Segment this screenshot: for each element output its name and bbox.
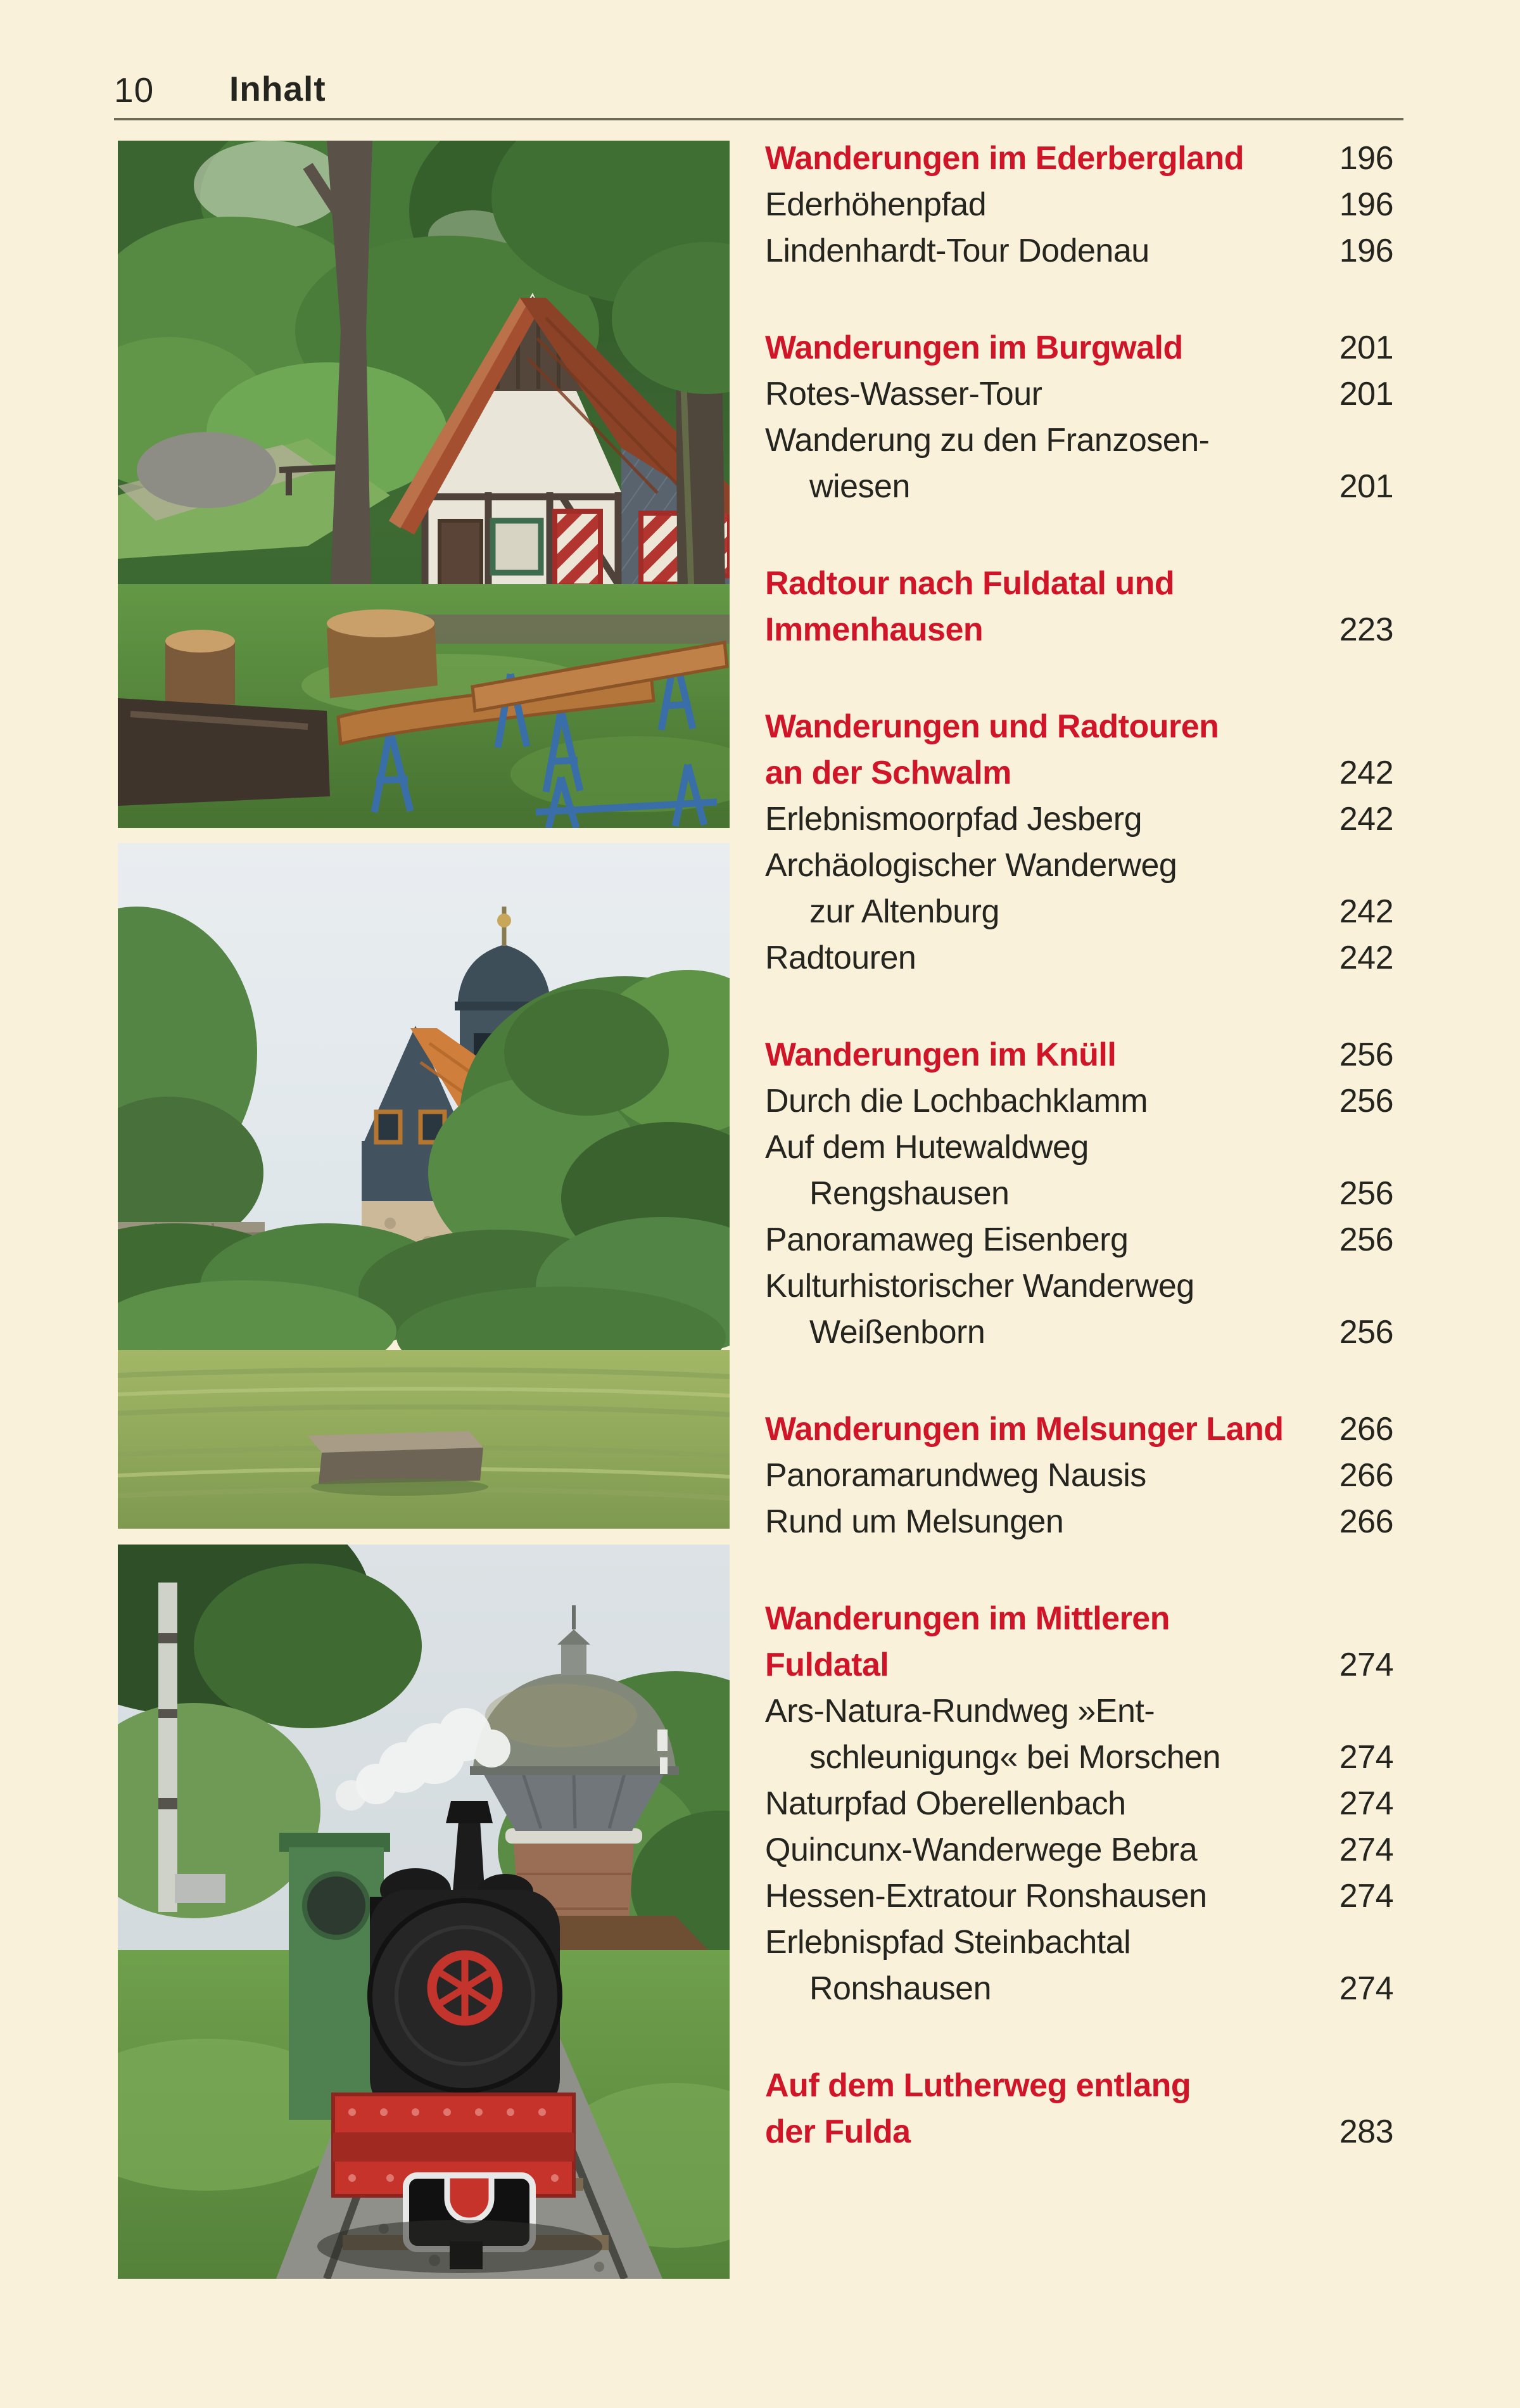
toc-page-number: 256 xyxy=(1339,1221,1393,1258)
toc-section-title-line xyxy=(765,1596,1393,1642)
toc-entry-line xyxy=(765,1309,1393,1356)
birch-trunk xyxy=(158,1583,177,1912)
toc-section-title-line xyxy=(765,2109,1393,2155)
toc-page-number: 256 xyxy=(1339,1036,1393,1073)
toc-entry-line xyxy=(765,889,1393,935)
toc-page-number: 266 xyxy=(1339,1411,1393,1448)
page-number: 10 xyxy=(114,70,155,110)
toc-section xyxy=(765,325,1393,510)
toc-section xyxy=(765,1596,1393,2012)
toc-entry-line xyxy=(765,1735,1393,1781)
toc-entry-line xyxy=(765,1217,1393,1263)
toc-entry-text: Panoramarundweg Nausis xyxy=(765,1457,1146,1494)
toc-entry-text: Hessen-Extratour Ronshausen xyxy=(765,1878,1207,1914)
toc-entry-line xyxy=(765,843,1393,889)
toc-entry-text: Kulturhistorischer Wanderweg xyxy=(765,1268,1194,1304)
toc-entry-text: Naturpfad Oberellenbach xyxy=(765,1785,1126,1822)
toc-page-number: 283 xyxy=(1339,2113,1393,2150)
toc-entry-line xyxy=(765,1920,1393,1966)
toc-page-number: 274 xyxy=(1339,1831,1393,1868)
page-title: Inhalt xyxy=(229,69,326,108)
toc-page-number: 223 xyxy=(1339,611,1393,648)
toc-entry-text: Radtouren xyxy=(765,940,916,976)
toc-entry-text: Wanderungen im Melsunger Land xyxy=(765,1411,1284,1448)
header-rule xyxy=(114,118,1403,120)
toc-page-number: 274 xyxy=(1339,1970,1393,2007)
toc-entry-line xyxy=(765,1263,1393,1309)
toc-section-title-line xyxy=(765,1406,1393,1453)
distant-building xyxy=(175,1874,225,1903)
toc-page-number: 274 xyxy=(1339,1878,1393,1914)
toc-page-number: 256 xyxy=(1339,1083,1393,1119)
toc-entry-text: der Fulda xyxy=(765,2113,911,2150)
toc-entry-text: Rengshausen xyxy=(809,1175,1010,1212)
toc-section xyxy=(765,1406,1393,1545)
toc-entry-text: Radtour nach Fuldatal und xyxy=(765,565,1175,602)
toc-entry-line xyxy=(765,417,1393,464)
rock-outcrop xyxy=(137,432,276,508)
toc-page-number: 196 xyxy=(1339,186,1393,223)
toc-page-number: 242 xyxy=(1339,893,1393,930)
toc-entry-text: Fuldatal xyxy=(765,1647,889,1683)
toc-section xyxy=(765,1032,1393,1356)
toc-page-number: 274 xyxy=(1339,1785,1393,1822)
porthole xyxy=(305,1874,368,1937)
toc-entry-line xyxy=(765,1124,1393,1171)
toc-page-number: 274 xyxy=(1339,1647,1393,1683)
toc-section-title-line xyxy=(765,1032,1393,1078)
toc-entry-text: Wanderungen im Burgwald xyxy=(765,329,1183,366)
toc-entry-line xyxy=(765,228,1393,274)
toc-entry-line xyxy=(765,371,1393,417)
toc-entry-text: Wanderungen im Knüll xyxy=(765,1036,1117,1073)
toc-entry-line xyxy=(765,1453,1393,1499)
toc-entry-text: Wanderungen und Radtouren xyxy=(765,708,1219,745)
toc-entry-text: Ronshausen xyxy=(809,1970,991,2007)
toc-section xyxy=(765,136,1393,274)
toc-page-number: 242 xyxy=(1339,801,1393,838)
toc-entry-line xyxy=(765,464,1393,510)
toc-entry-text: Wanderung zu den Franzosen- xyxy=(765,422,1210,459)
toc-entry-text: Auf dem Lutherweg entlang xyxy=(765,2067,1191,2104)
toc-section xyxy=(765,561,1393,653)
toc-section-title-line xyxy=(765,136,1393,182)
toc-section-title-line xyxy=(765,704,1393,750)
toc-entry-text: Lindenhardt-Tour Dodenau xyxy=(765,233,1150,269)
toc-entry-text: Wanderungen im Ederbergland xyxy=(765,140,1244,177)
toc-entry-text: Archäologischer Wanderweg xyxy=(765,847,1177,884)
notice-board xyxy=(493,521,541,573)
toc-entry-line xyxy=(765,1078,1393,1124)
toc-page-number: 266 xyxy=(1339,1457,1393,1494)
toc-section-title-line xyxy=(765,750,1393,796)
toc-entry-text: Rund um Melsungen xyxy=(765,1503,1064,1540)
toc-section-title-line xyxy=(765,325,1393,371)
striped-shutter-front xyxy=(555,511,600,586)
toc-entry-text: Ederhöhenpfad xyxy=(765,186,987,223)
toc-page-number: 201 xyxy=(1339,329,1393,366)
toc-entry-text: wiesen xyxy=(809,468,910,505)
toc-page-number: 274 xyxy=(1339,1739,1393,1776)
gold-finial xyxy=(497,914,511,927)
toc-entry-text: Auf dem Hutewaldweg xyxy=(765,1129,1089,1166)
toc-page-number: 196 xyxy=(1339,140,1393,177)
toc-entry-text: Quincunx-Wanderwege Bebra xyxy=(765,1831,1198,1868)
toc-entry-text: schleunigung« bei Morschen xyxy=(809,1739,1220,1776)
toc-entry-text: Durch die Lochbachklamm xyxy=(765,1083,1148,1119)
wooden-trough xyxy=(308,1431,488,1496)
toc-entry-text: Panoramaweg Eisenberg xyxy=(765,1221,1129,1258)
toc-entry-line xyxy=(765,1688,1393,1735)
toc-entry-text: Rotes-Wasser-Tour xyxy=(765,376,1042,412)
toc-entry-line xyxy=(765,1873,1393,1920)
toc-entry-line xyxy=(765,1171,1393,1217)
photo-half-timbered-hut xyxy=(118,141,730,828)
window-1 xyxy=(376,1112,400,1142)
toc-page-number: 266 xyxy=(1339,1503,1393,1540)
toc-entry-line xyxy=(765,935,1393,981)
photo-steam-locomotive-water-tower xyxy=(118,1545,730,2279)
toc-section xyxy=(765,704,1393,981)
toc-entry-line xyxy=(765,1499,1393,1545)
toc-section-title-line xyxy=(765,607,1393,653)
toc-entry-line xyxy=(765,1966,1393,2012)
toc-page-number: 201 xyxy=(1339,376,1393,412)
toc xyxy=(765,136,1393,2155)
dirt-strip xyxy=(390,615,730,644)
toc-section xyxy=(765,2063,1393,2155)
toc-entry-text: an der Schwalm xyxy=(765,755,1011,791)
toc-page-number: 242 xyxy=(1339,940,1393,976)
lantern xyxy=(561,1645,586,1675)
photo-hilltop-church xyxy=(118,843,730,1529)
toc-entry-text: Immenhausen xyxy=(765,611,984,648)
toc-page-number: 242 xyxy=(1339,755,1393,791)
toc-entry-line xyxy=(765,182,1393,228)
toc-page-number: 256 xyxy=(1339,1175,1393,1212)
toc-entry-text: Wanderungen im Mittleren xyxy=(765,1600,1170,1637)
toc-entry-text: Erlebnispfad Steinbachtal xyxy=(765,1924,1131,1961)
toc-section-title-line xyxy=(765,1642,1393,1688)
toc-entry-text: Weißenborn xyxy=(809,1314,985,1351)
toc-page-number: 256 xyxy=(1339,1314,1393,1351)
toc-entry-line xyxy=(765,1781,1393,1827)
toc-section-title-line xyxy=(765,2063,1393,2109)
toc-entry-line xyxy=(765,1827,1393,1873)
toc-page-number: 201 xyxy=(1339,468,1393,505)
toc-section-title-line xyxy=(765,561,1393,607)
toc-entry-text: Ars-Natura-Rundweg »Ent- xyxy=(765,1693,1155,1730)
toc-entry-line xyxy=(765,796,1393,843)
toc-entry-text: zur Altenburg xyxy=(809,893,999,930)
toc-entry-text: Erlebnismoorpfad Jesberg xyxy=(765,801,1142,838)
toc-page-number: 196 xyxy=(1339,233,1393,269)
